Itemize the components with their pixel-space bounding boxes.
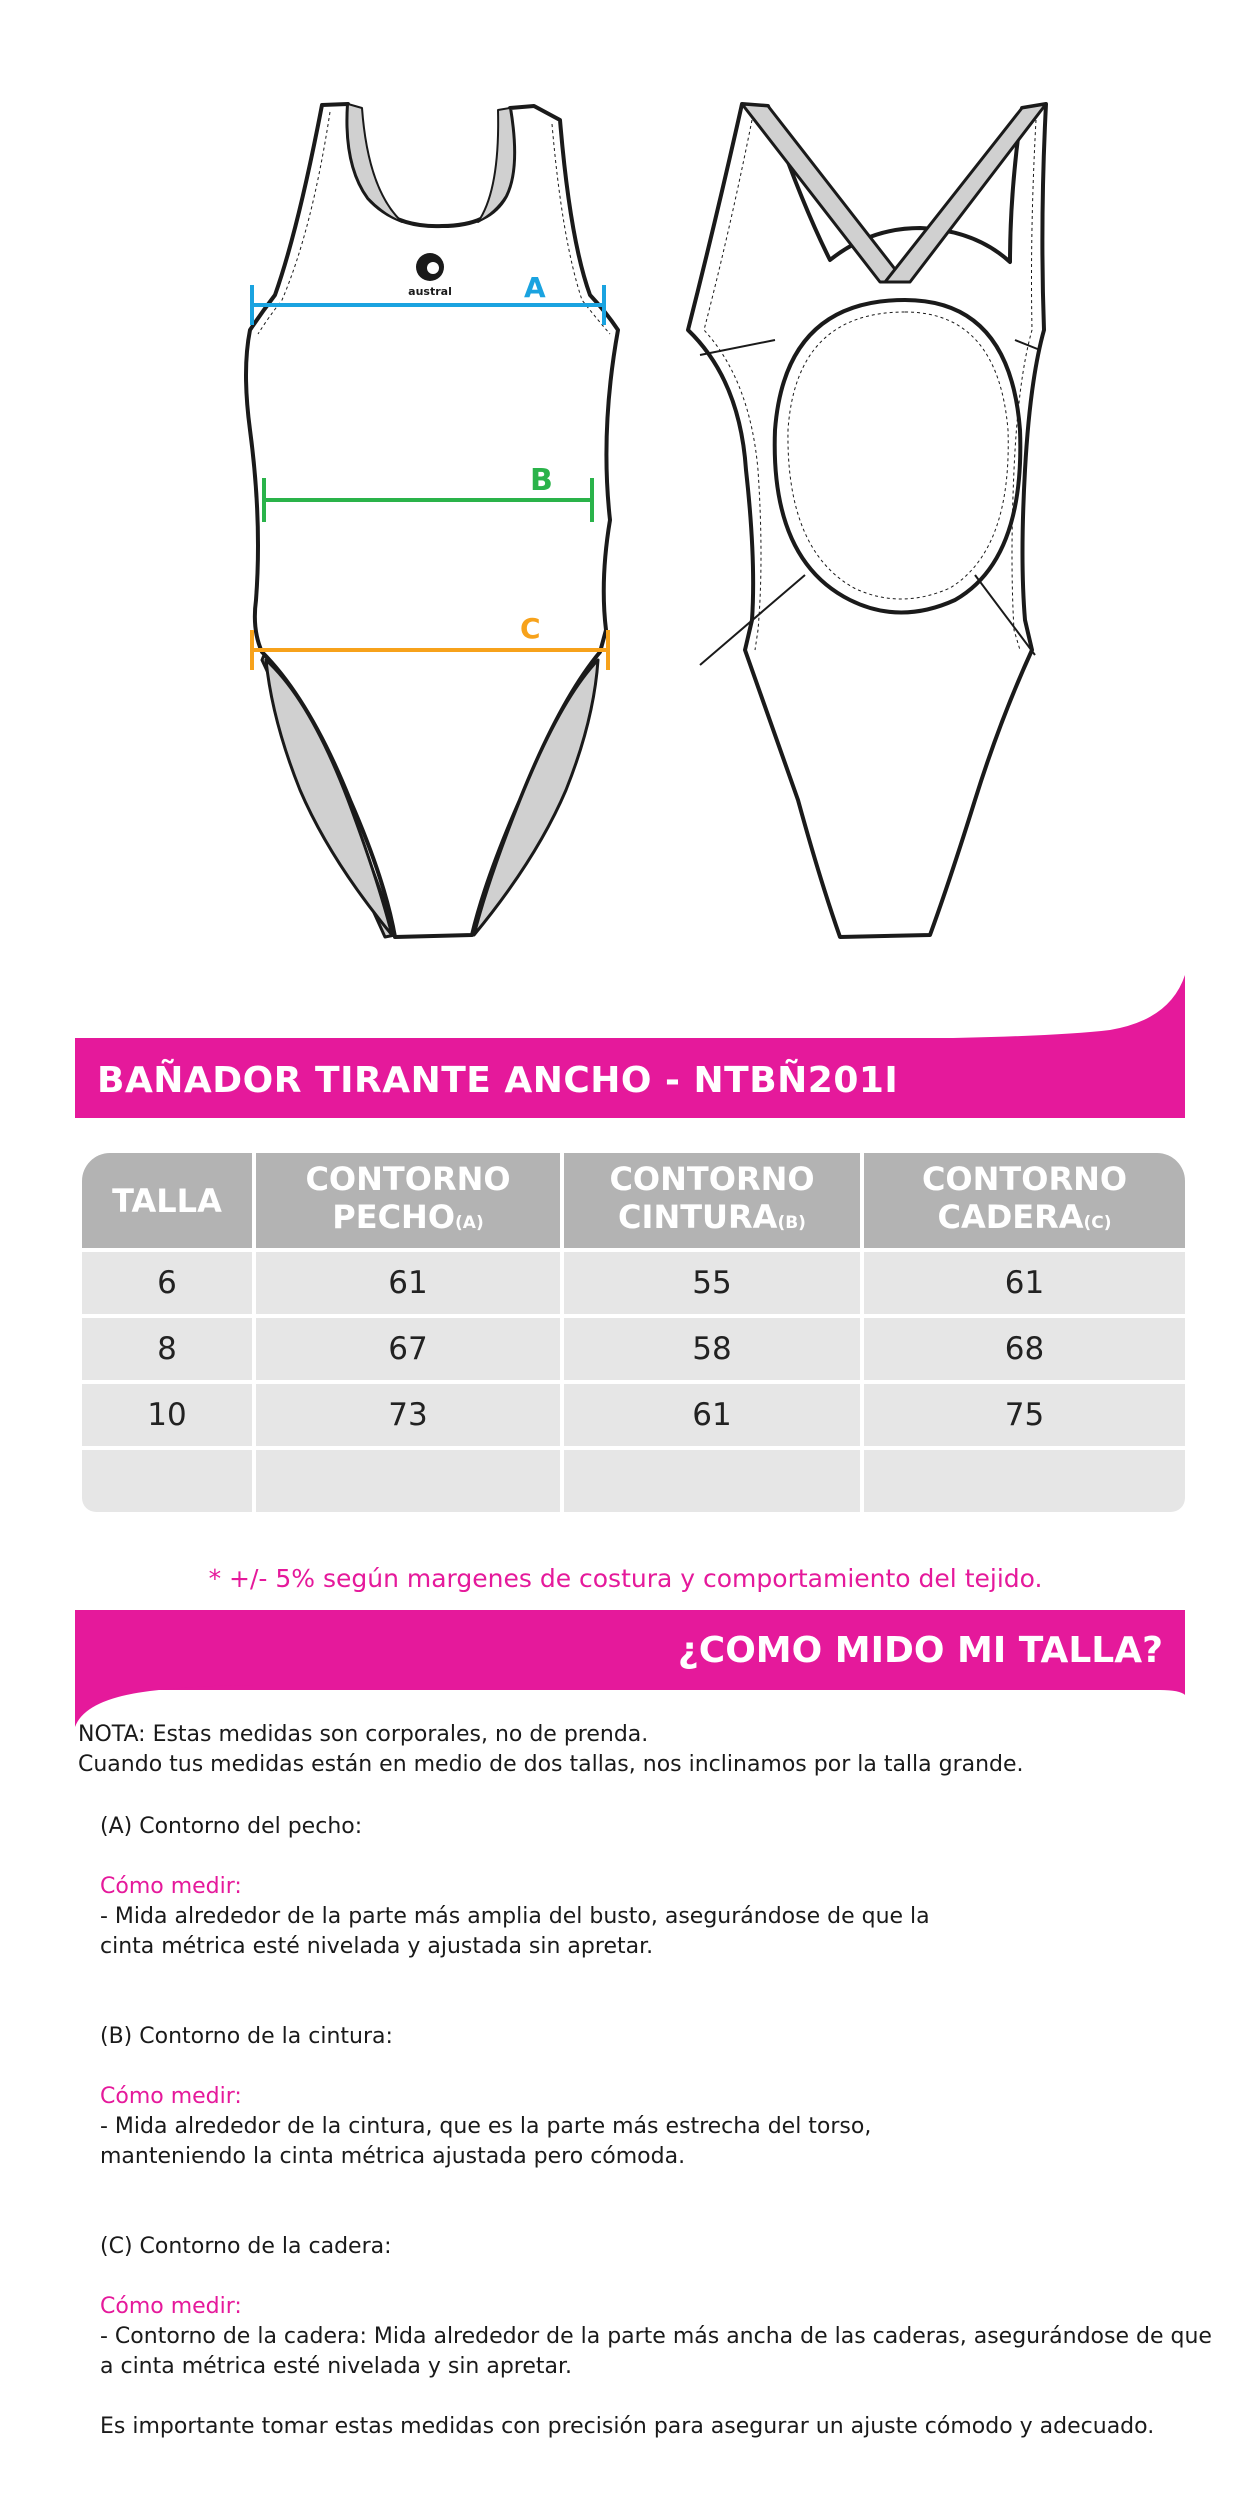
swimsuit-diagram — [0, 0, 1251, 980]
section-a-line-2: cinta métrica esté nivelada y ajustada sin apretar. — [100, 1934, 654, 1959]
swimsuit-back-view — [688, 104, 1046, 937]
header-cadera-sub: (C) — [1083, 1212, 1112, 1233]
table-row — [82, 1446, 1185, 1512]
cell-cadera: 75 — [864, 1380, 1185, 1446]
section-a-how: Cómo medir: — [100, 1874, 242, 1899]
header-cadera-line1: CONTORNO — [921, 1159, 1128, 1198]
product-title-banner — [75, 1038, 1185, 1118]
cell-talla — [82, 1446, 256, 1512]
section-c-title: (C) Contorno de la cadera: — [100, 2234, 392, 2259]
section-a-title: (A) Contorno del pecho: — [100, 1814, 363, 1839]
size-table — [82, 1153, 1185, 1512]
header-talla-label: TALLA — [112, 1181, 222, 1220]
cell-pecho: 73 — [256, 1380, 564, 1446]
front-outline — [246, 104, 618, 937]
table-row — [82, 1314, 1185, 1380]
table-row — [82, 1248, 1185, 1314]
section-c-how: Cómo medir: — [100, 2294, 242, 2319]
table-row — [82, 1380, 1185, 1446]
section-b-line-2: manteniendo la cinta métrica ajustada pero cómoda. — [100, 2144, 686, 2169]
header-cintura-sub: (B) — [777, 1212, 806, 1233]
header-pecho-line1: CONTORNO — [305, 1159, 511, 1198]
header-cintura — [564, 1153, 864, 1248]
section-a-line-1: - Mida alrededor de la parte más amplia del busto, asegurándose de que la — [100, 1904, 930, 1929]
header-pecho-line2: PECHO — [332, 1197, 456, 1236]
cell-talla: 6 — [82, 1248, 256, 1314]
cell-cintura — [564, 1446, 864, 1512]
cell-cintura: 55 — [564, 1248, 864, 1314]
cell-cadera — [864, 1446, 1185, 1512]
header-cadera-line2: CADERA — [937, 1197, 1084, 1236]
tolerance-note: * +/- 5% según margenes de costura y comportamiento del tejido. — [208, 1564, 1043, 1593]
section-b-line-1: - Mida alrededor de la cintura, que es la parte más estrecha del torso, — [100, 2114, 872, 2139]
header-cintura-line2: CINTURA — [618, 1197, 778, 1236]
cell-cintura: 61 — [564, 1380, 864, 1446]
cell-talla: 10 — [82, 1380, 256, 1446]
measure-label-b: B — [530, 463, 553, 498]
note-line-1: NOTA: Estas medidas son corporales, no de prenda. — [78, 1722, 649, 1747]
section-b-title: (B) Contorno de la cintura: — [100, 2024, 393, 2049]
note-line-2: Cuando tus medidas están en medio de dos tallas, nos inclinamos por la talla grande. — [78, 1752, 1024, 1777]
back-opening — [775, 300, 1021, 613]
cell-pecho: 61 — [256, 1248, 564, 1314]
header-cadera — [864, 1153, 1185, 1248]
svg-text:austral: austral — [408, 285, 452, 298]
product-title: BAÑADOR TIRANTE ANCHO - NTBÑ201I — [97, 1060, 899, 1101]
header-pecho — [256, 1153, 564, 1248]
section-c-line-1: - Contorno de la cadera: Mida alrededor de la parte más ancha de las caderas, asegurándose de que — [100, 2324, 1212, 2349]
header-cintura-line1: CONTORNO — [609, 1159, 815, 1198]
cell-talla: 8 — [82, 1314, 256, 1380]
closing-note: Es importante tomar estas medidas con precisión para asegurar un ajuste cómodo y adecuado. — [100, 2414, 1155, 2439]
cell-cadera: 68 — [864, 1314, 1185, 1380]
cell-cintura: 58 — [564, 1314, 864, 1380]
section-b-how: Cómo medir: — [100, 2084, 242, 2109]
cell-cadera: 61 — [864, 1248, 1185, 1314]
measure-label-c: C — [520, 612, 541, 645]
table-header-row — [82, 1153, 1185, 1248]
header-talla — [82, 1153, 256, 1248]
measure-label-a: A — [524, 271, 546, 304]
cell-pecho: 67 — [256, 1314, 564, 1380]
how-to-measure-title: ¿COMO MIDO MI TALLA? — [677, 1630, 1163, 1671]
header-pecho-sub: (A) — [455, 1212, 484, 1233]
cell-pecho — [256, 1446, 564, 1512]
banner-curve-decoration — [0, 975, 1251, 1045]
how-to-measure-banner — [75, 1610, 1185, 1690]
swimsuit-front-view — [246, 104, 618, 937]
section-c-line-2: a cinta métrica esté nivelada y sin apretar. — [100, 2354, 573, 2379]
